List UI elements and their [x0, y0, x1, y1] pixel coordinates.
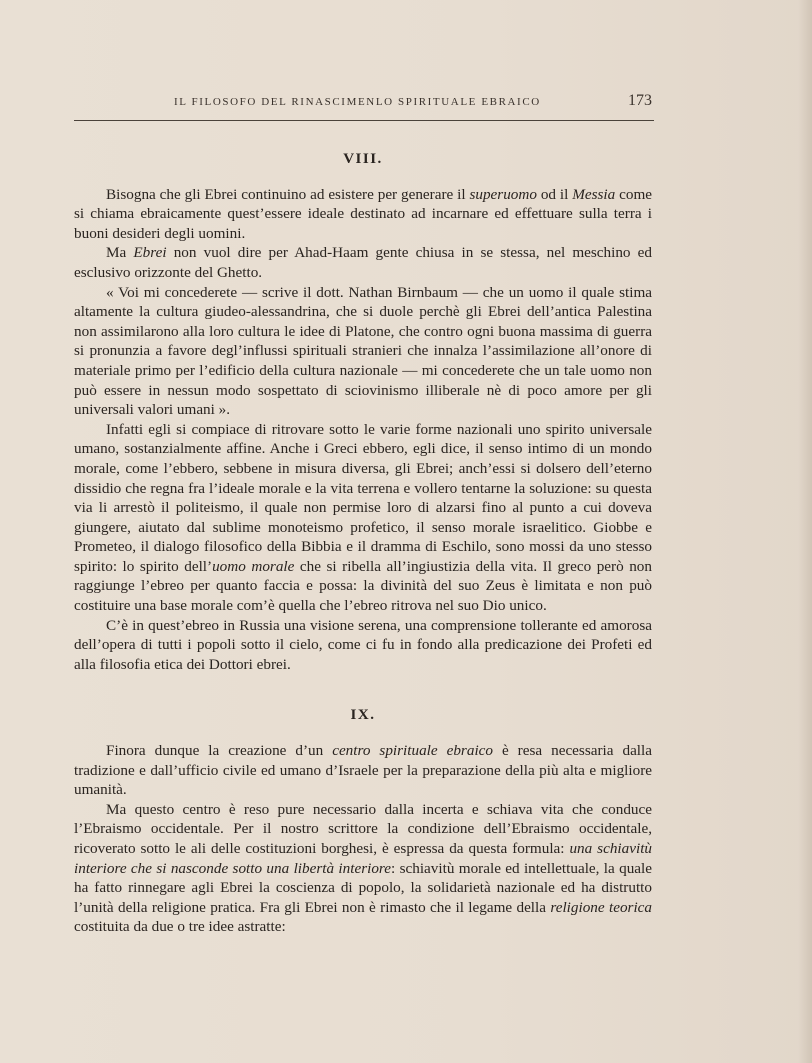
text-run: che si ribella all’ingiustizia della vita. Il greco però non raggiunge l’ebreo per quanto faccia e possa: la divinità del suo Zeus è limitata e non può costituire una base morale com’è quella che l’ebreo ritrova nel suo Dio unico. — [74, 557, 652, 615]
text-run: Ma questo centro è reso pure necessario dalla incerta e schiava vita che conduce l’Ebraismo occidentale. Per il nostro scrittore la condizione dell’Ebraismo occidentale, ricoverato sotto le ali delle costituzioni borghesi, è espressa da questa formula: — [74, 800, 652, 857]
paragraph — [74, 283, 652, 420]
section-heading-viii: VIII. — [343, 151, 383, 167]
text-run: od il — [536, 185, 573, 203]
paragraph — [74, 741, 652, 800]
section-heading-ix: IX. — [350, 707, 376, 724]
page-number: 173 — [628, 92, 652, 109]
page-edge-shadow — [798, 0, 812, 1063]
italic-run: superuomo — [469, 185, 537, 203]
paragraph — [74, 243, 652, 282]
text-run: Finora dunque la creazione d’un — [106, 742, 333, 760]
text-run: non vuol dire per Ahad-Haam gente chiusa in se stessa, nel meschino ed esclusivo orizzonte del Ghetto. — [74, 244, 652, 281]
italic-run: religione teorica — [550, 898, 653, 916]
header-rule — [74, 120, 654, 121]
text-run: C’è in quest’ebreo in Russia una visione serena, una comprensione tollerante ed amorosa dell’opera di tutti i popoli sotto il cielo, come ci fu in fondo alla predicazione dei Profeti ed alla filosofia etica dei Dottori ebrei. — [74, 616, 652, 673]
text-run: Bisogna che gli Ebrei continuino ad esistere per generare il — [106, 185, 470, 203]
text-run: Ma — [106, 244, 134, 262]
italic-run: centro spirituale ebraico — [332, 742, 493, 760]
italic-run: Messia — [572, 185, 616, 203]
paragraph — [74, 800, 652, 937]
text-run: costituita da due o tre idee astratte: — [74, 918, 286, 936]
paragraph — [74, 616, 652, 675]
running-header — [74, 92, 654, 114]
text-run: « Voi mi concederete — scrive il dott. Nathan Birnbaum — che un uomo il quale stima altamente la cultura giudeo-alessandrina, che si duole perchè gli Ebrei dell’antica Palestina non assimilarono alla loro cultura le idee di Platone, che contro ogni buona massima di guerra si pronunzia a favore degl’influssi spirituali stranieri che innalza l’assimilazione all’onore di materiale primo per l’edificio della cultura nazionale — mi concederete che un tale uomo non può essere in nessun modo sospettato di sciovinismo illiberale nè di poco amore per gli universali valori umani ». — [74, 283, 652, 419]
text-run: è resa necessaria dalla tradizione e dall’ufficio civile ed umano d’Israele per la preparazione della più alta e migliore umanità. — [74, 742, 652, 799]
running-title: IL FILOSOFO DEL RINASCIMENLO SPIRITUALE EBRAICO — [174, 96, 541, 108]
text-run: : schiavitù morale ed intellettuale, la quale ha fatto rinnegare agli Ebrei la coscienza di popolo, la solidarietà nazionale ed ha distrutto l’unità della religione pratica. Fra gli Ebrei non è rimasto che il legame della — [74, 859, 653, 916]
page-body — [74, 150, 652, 937]
paragraph — [74, 185, 652, 244]
text-run: Infatti egli si compiace di ritrovare sotto le varie forme nazionali uno spirito universale umano, sostanzialmente affine. Anche i Greci ebbero, egli dice, il senso intimo di un mondo morale, come l’ebbero, sebbene in misura diversa, gli Ebrei; anch’essi si dolsero dell’eterno dissidio che regna fra l’ideale morale e la vita terrena e vollero tentarne la soluzione: su questa via li arrestò il politeismo, il quale non permise loro di alzarsi fino al punto a cui doveva giungere, aiutato dal sublime monoteismo profetico, il senso morale israelitico. Giobbe e Prometeo, il dialogo filosofico della Bibbia e il dramma di Eschilo, sono mossi da uno stesso spirito: lo spirito dell’ — [74, 420, 652, 575]
paragraph — [74, 420, 652, 616]
italic-run: Ebrei — [133, 244, 167, 262]
text-run: come si chiama ebraicamente quest’essere ideale destinato ad incarnare ed effettuare sulla terra i buoni desideri degli uomini. — [74, 185, 652, 242]
italic-run: una schiavitù interiore che si nasconde sotto una libertà interiore — [74, 840, 653, 877]
italic-run: uomo morale — [212, 557, 295, 575]
